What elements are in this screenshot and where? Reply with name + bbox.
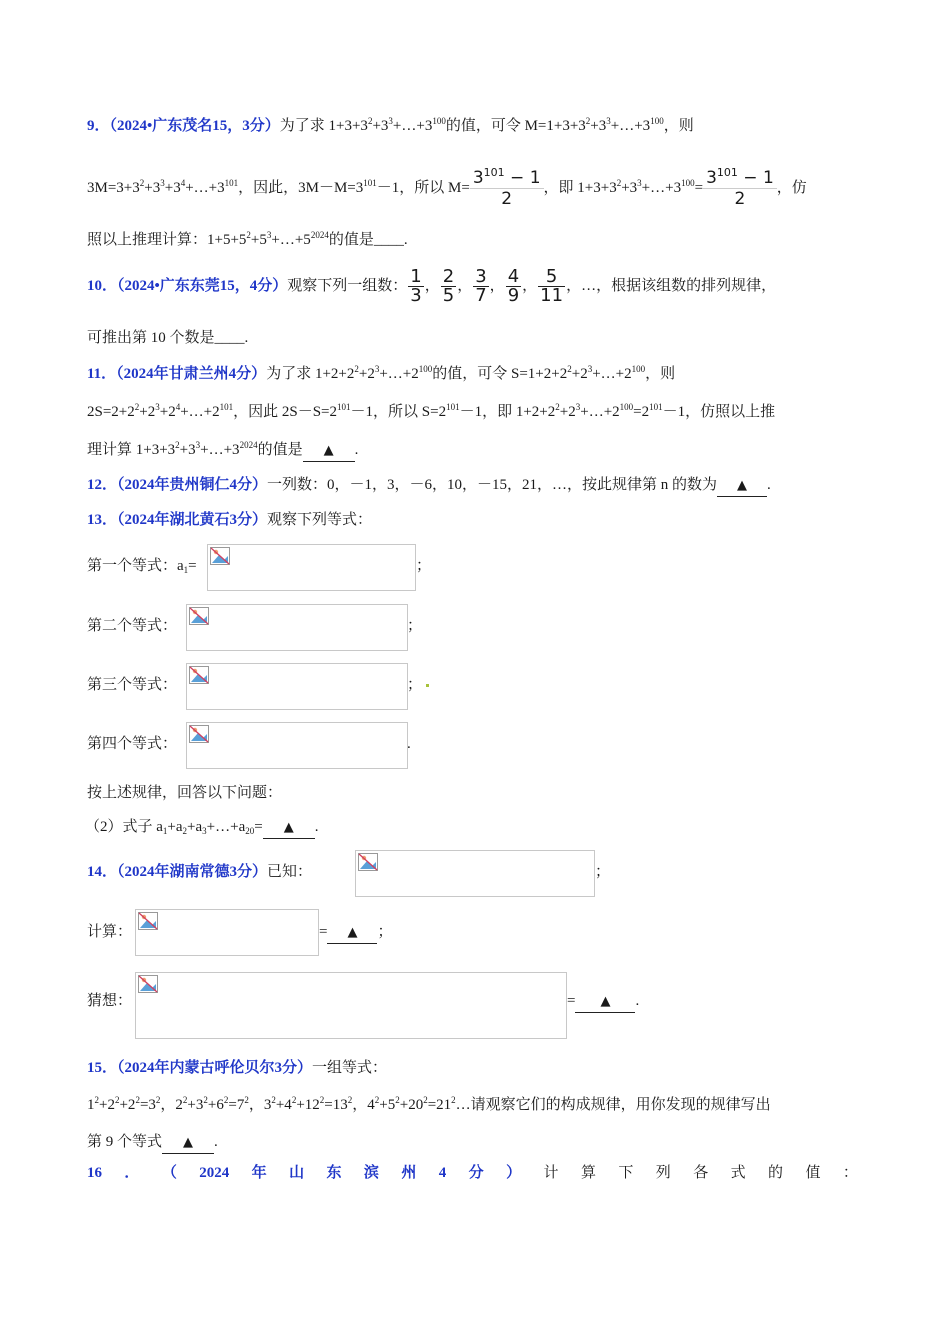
question-11-line-3: 理计算 $1+3+3^2+3^3+\dots+3^{2024}$的值是 ▲ . bbox=[87, 440, 358, 462]
broken-image-icon bbox=[189, 607, 209, 625]
fraction-4: $\frac{4}{9}$ bbox=[507, 266, 520, 307]
fraction-3: $\frac{3}{7}$ bbox=[475, 266, 487, 307]
equation-1-image bbox=[207, 544, 416, 591]
equation-4-label: 第四个等式： bbox=[87, 736, 178, 752]
equation-2-label: 第二个等式： bbox=[87, 618, 178, 634]
broken-image-icon bbox=[210, 547, 230, 565]
question-10-line-2: 可推出第 10 个数是____. bbox=[87, 330, 249, 346]
calc-answer: = ▲ ； bbox=[319, 922, 392, 944]
equation-2-image bbox=[186, 604, 408, 651]
broken-image-icon bbox=[138, 975, 158, 993]
calc-image bbox=[135, 909, 319, 956]
question-13-part-2: （2）式子 $a_1+a_2+a_3+\dots+a_{20}=$ ▲ . bbox=[85, 817, 318, 839]
fraction-result: $\frac{3^{101} - 1}{2}$ bbox=[703, 168, 777, 209]
broken-image-icon bbox=[358, 853, 378, 871]
fraction-2: $\frac{2}{5}$ bbox=[442, 266, 455, 307]
question-12-line: 12．（2024年贵州铜仁4分）一列数：0，－1，3，－6，10，－15，21，…，按此规律第 n 的数为 ▲ . bbox=[87, 475, 771, 497]
equation-3-end: ； bbox=[407, 675, 429, 695]
question-10-label: 10．（2024•广东东莞15，4分） bbox=[87, 278, 288, 294]
equation-4-end: . bbox=[407, 736, 411, 752]
question-13-label: 13．（2024年湖北黄石3分） bbox=[87, 512, 268, 528]
question-11-line-2: $2S=2+2^2+2^3+2^4+\dots+2^{101}$，因此 $2S-S=2^{101}-1$，所以 $S=2^{101}-1$，即 $1+2+2^2+2^3+\dots+2^{100}=2^{101}-1$，仿照以上推 bbox=[87, 402, 776, 420]
known-end: ； bbox=[595, 864, 611, 880]
question-9-label: 9．（2024•广东茂名15，3分） bbox=[87, 118, 280, 134]
equation-4-image bbox=[186, 722, 408, 769]
answer-blank-12: ▲ bbox=[717, 475, 767, 497]
question-9-line-1: 9．（2024•广东茂名15，3分）为了求 $1+3+3^2+3^3+\dots+3^{100}$的值，可令 $M=1+3+3^2+3^3+\dots+3^{100}$，则 bbox=[87, 116, 694, 134]
answer-blank-11: ▲ bbox=[303, 440, 355, 462]
guess-image bbox=[135, 972, 567, 1039]
question-13-line: 13．（2024年湖北黄石3分）观察下列等式： bbox=[87, 512, 373, 528]
broken-image-icon bbox=[189, 666, 209, 684]
question-15-line-1: 15．（2024年内蒙古呼伦贝尔3分）一组等式： bbox=[87, 1060, 388, 1076]
question-15-label: 15．（2024年内蒙古呼伦贝尔3分） bbox=[87, 1060, 313, 1076]
question-11-label: 11．（2024年甘肃兰州4分） bbox=[87, 366, 267, 382]
question-9-line-3: 照以上推理计算：$1+5+5^2+5^3+\dots+5^{2024}$的值是____. bbox=[87, 230, 408, 248]
fraction-m: $\frac{3^{101} - 1}{2}$ bbox=[470, 168, 544, 209]
question-15-line-2: $1^2+2^2+2^2=3^2$，$2^2+3^2+6^2=7^2$，$3^2+4^2+12^2=13^2$，$4^2+5^2+20^2=21^2\dots$请观察它们的构成规律，用你发现的规律写出 bbox=[87, 1095, 771, 1113]
question-16-line: 16 ． （ 2024 年 山 东 滨 州 4 分 ） 计 算 下 列 各 式 的 值 ： bbox=[87, 1165, 858, 1181]
question-9-line-2: $3M=3+3^2+3^3+3^4+\dots+3^{101}$，因此，$3M-M=3^{101}-1$，所以 M= $\frac{3^{101} - 1}{2}$ ，即 $1+3+3^2+3^3+\dots+3^{100}=$ $\frac{3^{101} - 1}{2}$ ，仿 bbox=[87, 166, 807, 210]
equation-2-end: ； bbox=[407, 618, 423, 634]
question-10-line-1: 10．（2024•广东东莞15，4分）观察下列一组数： $\frac{1}{3}$ ， $\frac{2}{5}$ ， $\frac{3}{7}$ ， $\frac{4}{9}$ ， $\frac{5}{11}$ ，…，根据该组数的排列规律， bbox=[87, 266, 777, 307]
fraction-1: $\frac{1}{3}$ bbox=[410, 266, 422, 307]
fraction-5: $\frac{5}{11}$ bbox=[540, 266, 564, 307]
equation-3-label: 第三个等式： bbox=[87, 677, 178, 693]
answer-blank-13: ▲ bbox=[263, 817, 315, 839]
answer-blank-14a: ▲ bbox=[327, 922, 377, 944]
calc-label: 计算： bbox=[87, 924, 133, 940]
guess-answer: = ▲ . bbox=[567, 991, 639, 1013]
broken-image-icon bbox=[138, 912, 158, 930]
question-14-line: 14．（2024年湖南常德3分）已知： bbox=[87, 864, 313, 880]
question-13-ask: 按上述规律，回答以下问题： bbox=[87, 785, 283, 801]
known-image bbox=[355, 850, 595, 897]
question-14-label: 14．（2024年湖南常德3分） bbox=[87, 864, 268, 880]
question-15-line-3: 第 9 个等式 ▲ . bbox=[87, 1132, 218, 1154]
question-12-label: 12．（2024年贵州铜仁4分） bbox=[87, 477, 268, 493]
answer-blank-15: ▲ bbox=[162, 1132, 214, 1154]
question-11-line-1: 11．（2024年甘肃兰州4分）为了求 $1+2+2^2+2^3+\dots+2^{100}$的值，可令 $S=1+2+2^2+2^3+\dots+2^{100}$，则 bbox=[87, 364, 676, 382]
equation-1-end: ； bbox=[416, 558, 432, 574]
equation-1-label: 第一个等式：$a_1=$ bbox=[87, 558, 197, 575]
equation-3-image bbox=[186, 663, 408, 710]
broken-image-icon bbox=[189, 725, 209, 743]
guess-label: 猜想： bbox=[87, 993, 133, 1009]
dot-mark bbox=[426, 684, 429, 687]
answer-blank-14b: ▲ bbox=[575, 991, 635, 1013]
